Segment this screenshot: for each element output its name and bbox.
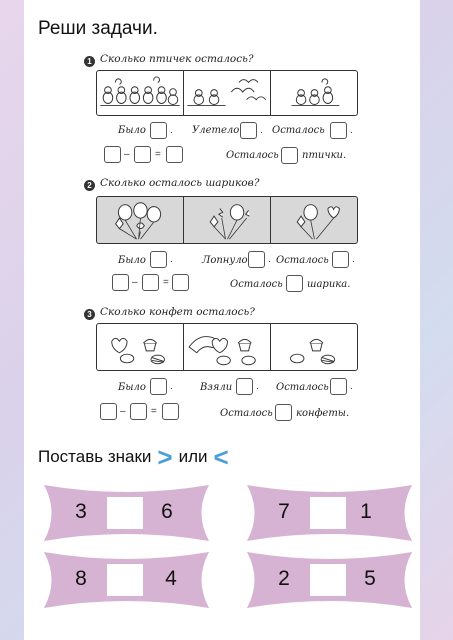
greater-sign: > [157,441,173,472]
task-2-minus: – [132,277,138,288]
task-3-dot-3: . [350,381,353,392]
compare-ribbon-1 [44,485,209,541]
task-3-panel-taken [183,324,270,370]
task-3-panel-left [270,324,357,370]
task-2-answer-suffix: шарика. [307,279,351,290]
task-1-answer-suffix: птички. [302,150,347,161]
task-2-dot-3: . [352,254,355,265]
task-2-eq-box-1[interactable] [112,274,129,291]
task-1-label-flew: Улетело [192,125,240,136]
task-3-minus: – [120,406,126,417]
task-3-label-left: Осталось [276,382,329,393]
task-1-dot-2: . [260,125,263,136]
task-2-box-before[interactable] [150,251,167,268]
balloons-remaining-icon [271,197,357,243]
task-1-dot-3: . [350,125,353,136]
task-1-eq-box-1[interactable] [104,146,121,163]
task-2-eq-box-2[interactable] [142,274,159,291]
task-3-box-before[interactable] [150,378,167,395]
compare-1-left: 3 [75,500,87,523]
task-2-label-popped: Лопнуло [202,255,248,266]
compare-1-right: 6 [161,500,173,523]
compare-2-sign-box[interactable] [310,497,346,529]
compare-ribbon-4 [247,552,412,608]
compare-3-left: 8 [75,567,87,590]
compare-or: или [178,447,208,466]
task-3-eq-box-2[interactable] [130,403,147,420]
compare-4-right: 5 [364,567,376,590]
task-1-box-flew[interactable] [240,122,257,139]
task-2-box-popped[interactable] [248,251,265,268]
compare-4-left: 2 [278,567,290,590]
task-3-eq-box-1[interactable] [100,403,117,420]
compare-2-left: 7 [278,500,290,523]
task-1-answer-box[interactable] [281,147,298,164]
candies-remaining-icon [271,324,357,370]
task-2-dot-1: . [170,254,173,265]
compare-3-right: 4 [165,567,177,590]
task-1-eq-box-2[interactable] [134,146,151,163]
task-3-answer-prefix: Осталось [220,408,273,419]
balloons-popped-icon [184,197,270,243]
task-2-picture-strip [96,196,358,244]
task-2-equals: = [163,277,169,288]
task-3-equals: = [151,406,157,417]
task-2-box-left[interactable] [332,251,349,268]
task-3-question: Сколько конфет осталось? [100,306,255,318]
compare-3-sign-box[interactable] [107,564,143,596]
task-2-answer-prefix: Осталось [230,279,283,290]
task-2-panel-left [270,197,357,243]
compare-4-sign-box[interactable] [310,564,346,596]
task-2-answer-box[interactable] [286,275,303,292]
birds-flying-icon [184,71,270,115]
task-1-panel-left [270,71,357,115]
task-2-dot-2: . [268,254,271,265]
candies-group-icon [97,324,183,370]
task-1-label-before: Было [118,125,146,136]
birds-remaining-icon [271,71,357,115]
task-1-box-left[interactable] [330,122,347,139]
task-3-answer-suffix: конфеты. [296,408,350,419]
task-3-dot-2: . [256,381,259,392]
task-1-question: Сколько птичек осталось? [100,53,254,65]
task-1-box-before[interactable] [150,122,167,139]
task-2-panel-popped [183,197,270,243]
task-1-picture-strip [96,70,358,116]
compare-ribbon-2 [247,485,412,541]
balloons-bunch-icon [97,197,183,243]
page-title: Реши задачи. [38,18,158,39]
task-2-number: 2 [84,180,95,191]
task-1-equals: = [155,149,161,160]
task-1-minus: – [124,149,130,160]
task-2-question: Сколько осталось шариков? [100,177,260,189]
task-3-box-taken[interactable] [236,378,253,395]
task-2-eq-box-3[interactable] [172,274,189,291]
task-3-eq-box-3[interactable] [162,403,179,420]
hand-taking-candy-icon [184,324,270,370]
task-3-dot-1: . [170,381,173,392]
task-1-answer-prefix: Осталось [226,150,279,161]
compare-heading [38,441,229,472]
task-2-label-before: Было [118,255,146,266]
task-2-label-left: Осталось [276,255,329,266]
task-3-panel-before [97,324,183,370]
less-sign: < [213,441,229,472]
compare-1-sign-box[interactable] [107,497,143,529]
compare-ribbon-3 [44,552,209,608]
task-3-number: 3 [84,309,95,320]
task-3-picture-strip [96,323,358,371]
compare-2-right: 1 [360,500,372,523]
task-1-label-left: Осталось [272,125,325,136]
task-3-label-before: Было [118,382,146,393]
compare-prompt: Поставь знаки [38,447,152,466]
task-1-number: 1 [84,56,95,67]
task-1-eq-box-3[interactable] [166,146,183,163]
task-3-answer-box[interactable] [275,404,292,421]
task-1-panel-before [97,71,183,115]
birds-group-icon [97,71,183,115]
task-1-dot-1: . [170,125,173,136]
task-3-label-taken: Взяли [200,382,233,393]
task-3-box-left[interactable] [330,378,347,395]
task-2-panel-before [97,197,183,243]
task-1-panel-flew [183,71,270,115]
